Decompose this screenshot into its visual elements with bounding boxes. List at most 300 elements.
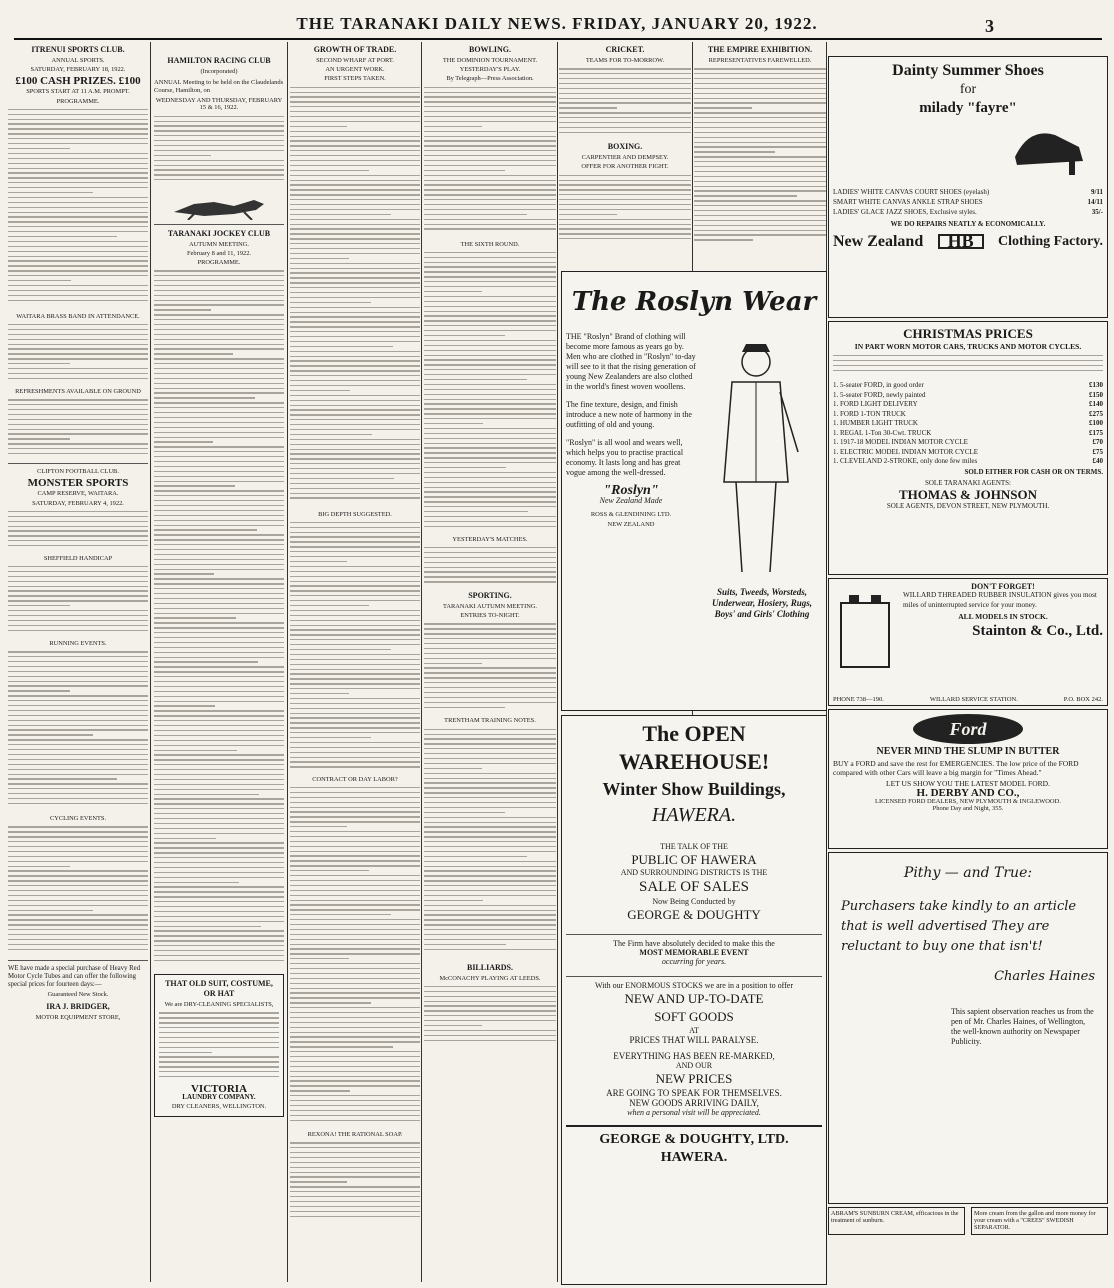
bridger-ad-text: WE have made a special purchase of Heavy Red Motor Cycle Tubes and can offer the following special prices for fourteen days:— bbox=[8, 965, 141, 989]
subheading: ANNUAL SPORTS. bbox=[51, 57, 105, 64]
text-line bbox=[154, 598, 284, 599]
text-line bbox=[154, 520, 284, 521]
text-line bbox=[154, 891, 284, 892]
christmas-item-label: 1. 5-seater FORD, newly painted bbox=[833, 390, 926, 399]
text-line bbox=[694, 137, 826, 138]
christmas-item bbox=[833, 410, 1103, 420]
text-line bbox=[424, 330, 556, 331]
text-line bbox=[154, 867, 284, 868]
column-sports-ads bbox=[8, 42, 148, 1282]
text-block bbox=[8, 566, 148, 636]
text-line bbox=[290, 703, 420, 704]
text-line bbox=[290, 811, 420, 812]
text-line bbox=[424, 991, 556, 992]
text-line bbox=[8, 109, 148, 110]
text-line bbox=[8, 207, 148, 208]
heading-hamilton-racing: HAMILTON RACING CLUB bbox=[167, 56, 271, 65]
running-events: RUNNING EVENTS. bbox=[49, 640, 107, 648]
text-line bbox=[424, 428, 556, 429]
text-line bbox=[694, 142, 826, 143]
text-line bbox=[8, 754, 148, 755]
subheading: McCONACHY PLAYING AT LEEDS. bbox=[439, 974, 541, 982]
text-line bbox=[154, 466, 284, 467]
column-divider bbox=[150, 42, 151, 1282]
text-block bbox=[424, 547, 556, 587]
text-line bbox=[8, 710, 148, 711]
text-line bbox=[694, 151, 775, 152]
text-line bbox=[290, 802, 420, 803]
text-line bbox=[290, 272, 420, 273]
text-line bbox=[154, 754, 284, 755]
text-line bbox=[154, 169, 284, 170]
text-line bbox=[290, 1085, 420, 1086]
text-line bbox=[154, 130, 284, 131]
text-line bbox=[290, 150, 420, 151]
text-line bbox=[8, 725, 148, 726]
text-line bbox=[424, 175, 556, 176]
roslyn-tag-sub: New Zealand Made bbox=[599, 496, 663, 505]
text-line bbox=[154, 295, 284, 296]
text-line bbox=[8, 399, 148, 400]
text-line bbox=[154, 275, 284, 276]
warehouse-footer-town: HAWERA. bbox=[660, 1150, 728, 1165]
text-line bbox=[290, 924, 420, 925]
christmas-item-price: £275 bbox=[1089, 409, 1103, 418]
pithy-title: Pithy — and True: bbox=[903, 865, 1033, 881]
text-line bbox=[154, 921, 284, 922]
text-line bbox=[154, 794, 259, 795]
text-line bbox=[154, 324, 284, 325]
text-line bbox=[290, 561, 347, 562]
text-line bbox=[424, 778, 556, 779]
text-line bbox=[290, 992, 420, 993]
subheading: OFFER FOR ANOTHER FIGHT. bbox=[581, 163, 669, 171]
shoes-row-price: 14/11 bbox=[1087, 198, 1103, 206]
text-line bbox=[424, 692, 556, 693]
text-line bbox=[154, 882, 239, 883]
text-line bbox=[290, 1216, 420, 1217]
shoes-row-price: 35/- bbox=[1091, 208, 1103, 216]
text-line bbox=[8, 910, 93, 911]
text-line bbox=[424, 628, 556, 629]
stainton-name: Stainton & Co., Ltd. bbox=[972, 623, 1103, 640]
text-line bbox=[8, 671, 148, 672]
text-line bbox=[8, 540, 148, 541]
text-line bbox=[290, 919, 420, 920]
heading-clifton: CLIFTON FOOTBALL CLUB. bbox=[37, 468, 119, 476]
text-block bbox=[8, 109, 148, 309]
text-line bbox=[290, 973, 420, 974]
text-line bbox=[290, 419, 420, 420]
text-line bbox=[290, 1167, 420, 1168]
text-line bbox=[8, 846, 148, 847]
christmas-item-label: 1. REGAL 1-Ton 30-Cwt. TRUCK bbox=[833, 428, 932, 437]
text-line bbox=[154, 681, 284, 682]
text-line bbox=[424, 266, 556, 267]
text-block bbox=[8, 399, 148, 459]
hb-badge: HB bbox=[938, 234, 984, 249]
text-line bbox=[424, 199, 556, 200]
column-bowling bbox=[424, 42, 556, 1282]
text-line bbox=[290, 629, 420, 630]
text-line bbox=[424, 126, 482, 127]
text-line bbox=[154, 691, 284, 692]
text-line bbox=[154, 280, 284, 281]
text-line bbox=[290, 934, 420, 935]
text-line bbox=[290, 958, 349, 959]
text-line bbox=[290, 585, 420, 586]
text-line bbox=[290, 654, 420, 655]
text-line bbox=[154, 823, 284, 824]
victoria-laundry-ad bbox=[154, 974, 284, 1117]
text-line bbox=[154, 926, 261, 927]
text-line bbox=[559, 117, 691, 118]
text-line bbox=[424, 826, 556, 827]
text-line bbox=[159, 1022, 279, 1023]
text-line bbox=[8, 676, 148, 677]
roslyn-logo: The Roslyn Wear bbox=[571, 287, 817, 317]
text-line bbox=[424, 924, 556, 925]
text-line bbox=[8, 535, 148, 536]
ford-logo: Ford bbox=[913, 714, 1023, 744]
text-line bbox=[154, 515, 284, 516]
warehouse-venue: Winter Show Buildings, bbox=[602, 779, 786, 799]
text-line bbox=[8, 433, 148, 434]
christmas-item-price: £100 bbox=[1089, 419, 1103, 427]
text-line bbox=[154, 593, 284, 594]
stainton-phone: PHONE 738—190. bbox=[833, 695, 884, 703]
text-line bbox=[290, 1110, 420, 1111]
text-line bbox=[290, 649, 391, 650]
text-line bbox=[694, 225, 826, 226]
text-line bbox=[154, 940, 284, 941]
text-line bbox=[159, 1056, 279, 1057]
text-line bbox=[424, 910, 556, 911]
text-line bbox=[694, 107, 752, 108]
text-line bbox=[154, 774, 284, 775]
text-line bbox=[154, 784, 284, 785]
text-line bbox=[154, 121, 284, 122]
christmas-item bbox=[833, 448, 1103, 458]
text-line bbox=[154, 930, 284, 931]
divider bbox=[8, 960, 148, 961]
text-line bbox=[694, 93, 826, 94]
text-line bbox=[424, 150, 556, 151]
text-line bbox=[290, 620, 420, 621]
text-line bbox=[424, 1020, 556, 1021]
meeting-date: WEDNESDAY AND THURSDAY, FEBRUARY 15 & 16, 1922. bbox=[155, 97, 283, 112]
text-line bbox=[154, 740, 284, 741]
text-line bbox=[290, 595, 420, 596]
text-line bbox=[290, 678, 420, 679]
roslyn-text: THE "Roslyn" Brand of clothing will become more famous as years go by. Men who are clothed in "Roslyn" to-day will see to it that the rising generation of young New Zealanders are also clothed in the world's finest woven woollens. bbox=[566, 332, 696, 391]
text-line bbox=[424, 209, 556, 210]
text-line bbox=[8, 890, 148, 891]
ad-brand: VICTORIA bbox=[190, 1083, 248, 1096]
shoes-row-price: 9/11 bbox=[1090, 188, 1103, 196]
text-block bbox=[159, 1012, 279, 1082]
text-line bbox=[424, 408, 556, 409]
text-line bbox=[8, 285, 148, 286]
text-line bbox=[154, 407, 284, 408]
text-line bbox=[154, 764, 284, 765]
christmas-item-price: £140 bbox=[1089, 400, 1103, 408]
text-line bbox=[694, 210, 826, 211]
christmas-item bbox=[833, 391, 1103, 401]
subheading: THE DOMINION TOURNAMENT. bbox=[442, 57, 538, 64]
text-line bbox=[8, 530, 148, 531]
text-line bbox=[694, 190, 826, 191]
text-line bbox=[290, 885, 420, 886]
text-line bbox=[290, 732, 420, 733]
text-line bbox=[290, 238, 420, 239]
text-line bbox=[8, 841, 148, 842]
text-line bbox=[290, 131, 420, 132]
text-line bbox=[154, 437, 284, 438]
text-line bbox=[694, 166, 826, 167]
heading-bowling: BOWLING. bbox=[468, 45, 511, 54]
text-line bbox=[424, 648, 556, 649]
heading-taranaki-jockey: TARANAKI JOCKEY CLUB bbox=[167, 228, 271, 238]
ford-dealer: H. DERBY AND CO., bbox=[916, 787, 1020, 800]
text-line bbox=[424, 890, 556, 891]
text-line bbox=[8, 759, 148, 760]
text-line bbox=[424, 369, 556, 370]
subheading: AN URGENT WORK. bbox=[325, 66, 385, 74]
text-line bbox=[290, 405, 420, 406]
text-line bbox=[424, 340, 556, 341]
christmas-note: SOLD EITHER FOR CASH OR ON TERMS. bbox=[964, 467, 1103, 476]
text-line bbox=[290, 836, 420, 837]
text-line bbox=[290, 351, 420, 352]
subheading: FIRST STEPS TAKEN. bbox=[324, 75, 386, 83]
christmas-sub: IN PART WORN MOTOR CARS, TRUCKS AND MOTOR CYCLES. bbox=[854, 342, 1082, 351]
text-line bbox=[159, 1071, 279, 1072]
text-line bbox=[424, 359, 556, 360]
text-line bbox=[559, 175, 691, 176]
text-line bbox=[154, 661, 258, 662]
shoe-icon bbox=[1009, 117, 1089, 177]
text-line bbox=[154, 529, 257, 530]
text-line bbox=[290, 488, 420, 489]
christmas-item-label: 1. HUMBER LIGHT TRUCK bbox=[833, 419, 918, 427]
heading-empire-exhibition: THE EMPIRE EXHIBITION. bbox=[707, 45, 813, 54]
stainton-text: WILLARD THREADED RUBBER INSULATION gives you most miles of uninterrupted service for your money. bbox=[903, 591, 1097, 610]
text-line bbox=[290, 929, 420, 930]
text-line bbox=[8, 934, 148, 935]
text-line bbox=[154, 165, 284, 166]
column-cricket bbox=[559, 42, 691, 266]
text-line bbox=[694, 230, 826, 231]
subheading-rexona: REXONA! THE RATIONAL SOAP. bbox=[307, 1131, 403, 1139]
text-line bbox=[8, 919, 148, 920]
ford-text: BUY a FORD and save the rest for EMERGENCIES. The low price of the FORD compared with other Cars will leave a big margin for "Times Ahead." bbox=[833, 759, 1079, 778]
text-line bbox=[154, 402, 284, 403]
text-line bbox=[290, 116, 420, 117]
text-line bbox=[154, 945, 284, 946]
text-line bbox=[8, 666, 148, 667]
text-line bbox=[290, 683, 420, 684]
text-line bbox=[290, 1157, 420, 1158]
text-line bbox=[290, 851, 420, 852]
text-line bbox=[290, 287, 420, 288]
heading-cricket: CRICKET. bbox=[605, 45, 645, 54]
text-line bbox=[290, 752, 420, 753]
text-line bbox=[154, 525, 284, 526]
text-line bbox=[8, 705, 148, 706]
text-line bbox=[694, 146, 826, 147]
text-line bbox=[8, 866, 70, 867]
text-line bbox=[290, 860, 420, 861]
pithy-text: Purchasers take kindly to an article that is well advertised They are reluctant to buy one that isn't! bbox=[841, 899, 1077, 954]
text-line bbox=[290, 865, 420, 866]
text-line bbox=[8, 324, 148, 325]
text-line bbox=[424, 687, 556, 688]
text-line bbox=[154, 539, 284, 540]
warehouse-line: The Firm have absolutely decided to make this the bbox=[613, 939, 775, 948]
text-line bbox=[8, 516, 148, 517]
text-line bbox=[8, 133, 148, 134]
text-line bbox=[424, 1010, 556, 1011]
text-line bbox=[290, 1022, 420, 1023]
text-line bbox=[424, 286, 556, 287]
text-line bbox=[290, 155, 420, 156]
text-line bbox=[694, 176, 826, 177]
text-line bbox=[8, 216, 148, 217]
text-line bbox=[424, 184, 556, 185]
text-line bbox=[154, 872, 284, 873]
text-line bbox=[290, 341, 420, 342]
text-line bbox=[290, 870, 369, 871]
text-line bbox=[424, 658, 556, 659]
text-line bbox=[8, 788, 148, 789]
text-line bbox=[154, 710, 284, 711]
text-line bbox=[154, 779, 284, 780]
shoes-for: for bbox=[959, 82, 977, 97]
text-line bbox=[559, 184, 691, 185]
text-line bbox=[424, 1040, 556, 1041]
text-line bbox=[694, 132, 826, 133]
text-line bbox=[424, 180, 556, 181]
text-line bbox=[8, 128, 148, 129]
text-line bbox=[424, 753, 556, 754]
text-line bbox=[559, 78, 691, 79]
text-line bbox=[154, 155, 211, 156]
text-line bbox=[290, 792, 420, 793]
text-line bbox=[154, 456, 284, 457]
text-block bbox=[424, 729, 556, 959]
text-line bbox=[290, 1032, 420, 1033]
text-line bbox=[154, 179, 284, 180]
text-line bbox=[424, 296, 556, 297]
text-line bbox=[8, 148, 70, 149]
text-line bbox=[424, 526, 556, 527]
christmas-item-label: 1. FORD 1-TON TRUCK bbox=[833, 409, 906, 418]
text-line bbox=[8, 521, 148, 522]
text-line bbox=[154, 583, 284, 584]
text-line bbox=[424, 571, 556, 572]
text-line bbox=[8, 265, 148, 266]
text-line bbox=[290, 757, 420, 758]
text-line bbox=[559, 83, 691, 84]
text-line bbox=[424, 345, 556, 346]
text-line bbox=[154, 559, 284, 560]
subheading: YESTERDAY'S PLAY. bbox=[459, 66, 521, 74]
text-line bbox=[424, 562, 556, 563]
text-line bbox=[154, 828, 284, 829]
text-line bbox=[694, 68, 826, 69]
text-line bbox=[8, 241, 148, 242]
text-line bbox=[154, 637, 284, 638]
text-line bbox=[424, 145, 556, 146]
text-line bbox=[424, 900, 483, 901]
text-line bbox=[424, 707, 505, 708]
warehouse-line: AND SURROUNDING DISTRICTS IS THE bbox=[620, 868, 768, 877]
text-line bbox=[424, 301, 556, 302]
text-line bbox=[694, 102, 826, 103]
text-line bbox=[159, 1037, 279, 1038]
ford-show: LET US SHOW YOU THE LATEST MODEL FORD. bbox=[886, 779, 1050, 789]
christmas-item-price: £150 bbox=[1089, 390, 1103, 399]
text-line bbox=[290, 532, 420, 533]
text-block bbox=[833, 355, 1103, 379]
text-line bbox=[290, 900, 420, 901]
text-line bbox=[8, 924, 148, 925]
text-line bbox=[290, 983, 420, 984]
text-line bbox=[154, 960, 284, 961]
text-line bbox=[8, 373, 148, 374]
subheading-yesterdays-matches: YESTERDAY'S MATCHES. bbox=[452, 535, 528, 543]
subheading-contract: CONTRACT OR DAY LABOR? bbox=[312, 775, 398, 783]
text-line bbox=[424, 379, 527, 380]
text-line bbox=[424, 111, 556, 112]
text-line bbox=[424, 389, 556, 390]
text-line bbox=[290, 722, 420, 723]
text-line bbox=[290, 478, 394, 479]
text-line bbox=[424, 812, 505, 813]
text-line bbox=[694, 112, 826, 113]
text-line bbox=[424, 462, 556, 463]
text-line bbox=[290, 605, 369, 606]
text-line bbox=[424, 228, 556, 229]
text-block bbox=[8, 826, 148, 956]
text-line bbox=[290, 184, 420, 185]
text-line bbox=[154, 446, 284, 447]
text-line bbox=[154, 906, 284, 907]
text-line bbox=[8, 885, 148, 886]
text-line bbox=[8, 851, 148, 852]
text-line bbox=[154, 715, 284, 716]
text-line bbox=[154, 803, 284, 804]
text-line bbox=[290, 1046, 393, 1047]
text-line bbox=[154, 334, 284, 335]
text-line bbox=[290, 807, 420, 808]
text-line bbox=[424, 467, 506, 468]
christmas-item-label: 1. CLEVELAND 2-STROKE, only done few miles bbox=[833, 457, 978, 465]
text-line bbox=[694, 117, 826, 118]
text-line bbox=[290, 1147, 420, 1148]
divider bbox=[566, 976, 822, 977]
text-line bbox=[154, 505, 284, 506]
text-line bbox=[290, 963, 420, 964]
text-line bbox=[424, 734, 556, 735]
text-line bbox=[8, 448, 148, 449]
text-line bbox=[559, 68, 691, 69]
text-line bbox=[8, 143, 148, 144]
text-line bbox=[290, 101, 420, 102]
subheading: AUTUMN MEETING. bbox=[189, 240, 249, 248]
text-line bbox=[424, 939, 556, 940]
